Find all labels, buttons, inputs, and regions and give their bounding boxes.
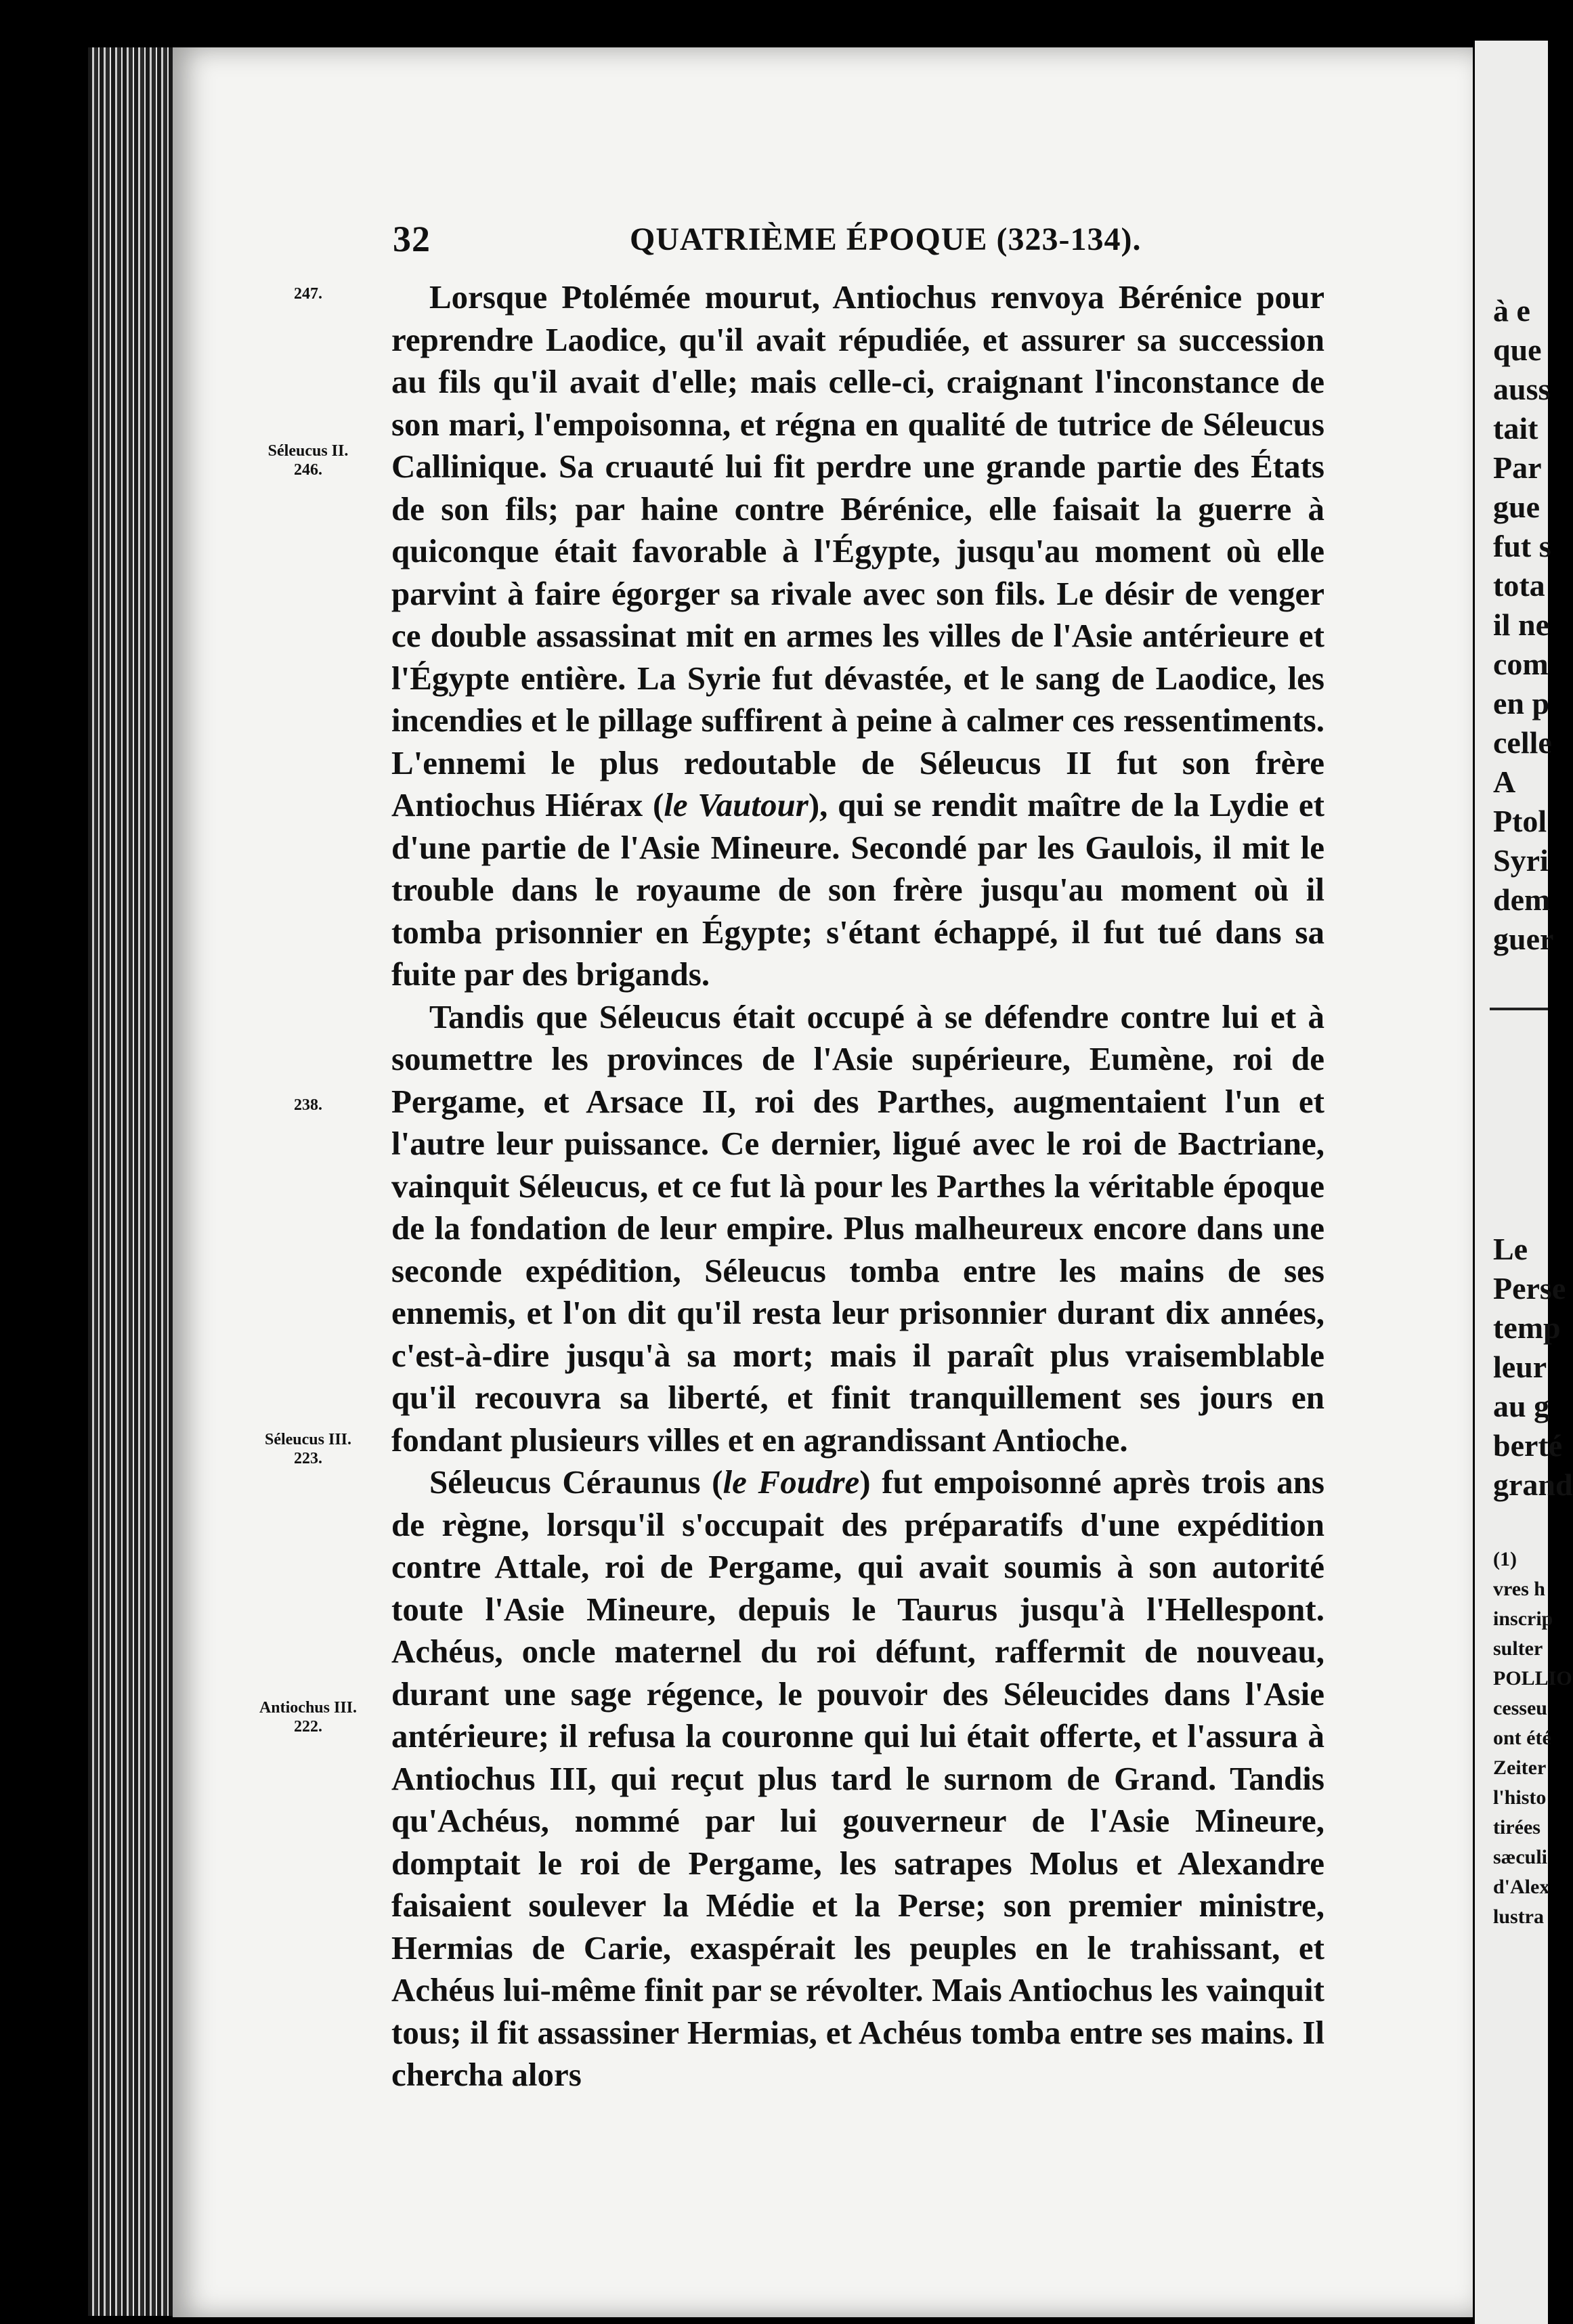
facing-page-fragment: l'histo	[1493, 1786, 1547, 1809]
paragraph-1-text-b: ), qui se rendit maître de la Lydie et d'une partie de l'Asie Mineure. Secondé par les Gaulois, il mit le trouble dans le royaume de son frère jusqu'au moment où il tomba prisonnier en Égypte; s'étant échappé, il fut tué dans sa fuite par des brigands.	[391, 786, 1324, 993]
facing-page-fragment: fut s	[1493, 529, 1551, 563]
facing-page-fragment: tota	[1493, 568, 1545, 603]
facing-page-fragment: Le	[1493, 1232, 1528, 1266]
facing-page-fragment: à e	[1493, 293, 1530, 328]
facing-page-fragment: (1)	[1493, 1548, 1517, 1570]
facing-page-fragment: sulter	[1493, 1637, 1543, 1660]
margin-note: 247.	[294, 285, 322, 303]
paragraph-2	[391, 996, 1324, 1462]
book-spine	[88, 47, 176, 2316]
facing-page-fragment: berté	[1493, 1428, 1563, 1463]
margin-note: Antiochus III.	[259, 1699, 358, 1717]
paragraph-1-italic: le Vautour	[664, 786, 809, 823]
paragraph-3-text-a: Séleucus Céraunus (	[429, 1463, 723, 1501]
facing-page-fragment: au g	[1493, 1389, 1550, 1423]
facing-page-fragment: d'Alex	[1493, 1876, 1550, 1898]
facing-page-fragment: Perse	[1493, 1271, 1566, 1306]
margin-note: 223.	[294, 1450, 322, 1467]
facing-page-fragment: cesseu	[1493, 1697, 1547, 1719]
paragraph-1-text-a: Lorsque Ptolémée mourut, Antiochus renvoya Bérénice pour reprendre Laodice, qu'il avait répudiée, et assurer sa succession au fils qu'il avait d'elle; mais celle-ci, craignant l'inconstance de son mari, l'empoisonna, et régna en qualité de tutrice de Séleucus Callinique. Sa cruauté lui fit perdre une grande partie des États de son fils; par haine contre Bérénice, elle faisait la guerre à quiconque était favorable à l'Égypte, jusqu'au moment où elle parvint à faire égorger sa rivale avec son fils. Le désir de venger ce double assassinat mit en armes les villes de l'Asie antérieure et l'Égypte entière. La Syrie fut dévastée, et le sang de Laodice, les incendies et le pillage suffirent à peine à calmer ces ressentiments. L'ennemi le plus redoutable de Séleucus II fut son frère Antiochus Hiérax (	[391, 278, 1324, 823]
facing-page-fragment: que	[1493, 332, 1542, 367]
paragraph-1	[391, 276, 1324, 996]
facing-page-fragment: vres h	[1493, 1578, 1545, 1600]
facing-page-fragment: tait	[1493, 411, 1538, 446]
facing-page-fragment: temp	[1493, 1310, 1561, 1345]
page-number: 32	[393, 219, 431, 259]
facing-page-fragment: Par	[1493, 450, 1542, 485]
facing-page-fragment: Ptol	[1493, 804, 1547, 838]
facing-page-fragment: gue	[1493, 490, 1540, 524]
facing-page-fragment: lustra	[1493, 1906, 1544, 1928]
facing-page-fragment: POLLIO	[1493, 1667, 1572, 1690]
facing-page-fragment: inscrip	[1493, 1608, 1553, 1630]
facing-page-fragment: dem	[1493, 882, 1551, 917]
paragraph-3-italic: le Foudre	[723, 1463, 860, 1501]
facing-page-fragment: guer	[1493, 922, 1554, 956]
facing-page-fragment: leur	[1493, 1350, 1547, 1384]
margin-note: 238.	[294, 1096, 322, 1114]
main-text	[391, 276, 1324, 2096]
facing-page-fragment: A	[1493, 765, 1516, 799]
facing-page-fragment: com	[1493, 647, 1549, 681]
facing-page-fragment: en p	[1493, 686, 1550, 720]
margin-note: 246.	[294, 461, 322, 479]
facing-page-rule	[1490, 1008, 1548, 1010]
margin-note: Séleucus III.	[264, 1431, 352, 1448]
facing-page-fragment: ont été	[1493, 1727, 1551, 1749]
facing-page-fragment: sæculi	[1493, 1846, 1548, 1868]
facing-page-fragment: auss	[1493, 372, 1551, 406]
margin-note: 222.	[294, 1718, 322, 1736]
facing-page-fragment: celle	[1493, 725, 1552, 760]
facing-page-fragment: il ne	[1493, 607, 1550, 642]
facing-page-fragment: Syri	[1493, 843, 1549, 878]
paragraph-3-text-b: ) fut empoisonné après trois ans de règne, lorsqu'il s'occupait des préparatifs d'une expédition contre Attale, roi de Pergame, qui avait soumis à son autorité toute l'Asie Mineure, depuis le Taurus jusqu'à l'Hellespont. Achéus, oncle maternel du roi défunt, raffermit de nouveau, durant une sage régence, le pouvoir des Séleucides dans l'Asie antérieure; il refusa la couronne qui lui était offerte, et l'assura à Antiochus III, qui reçut plus tard le surnom de Grand. Tandis qu'Achéus, nommé par lui gouverneur de l'Asie Mineure, domptait le roi de Pergame, les satrapes Molus et Alexandre faisaient soulever la Médie et la Perse; son premier ministre, Hermias de Carie, exaspérait les peuples en le trahissant, et Achéus lui-même finit par se révolter. Mais Antiochus les vainquit tous; il fit assassiner Hermias, et Achéus tomba entre ses mains. Il chercha alors	[391, 1463, 1324, 2093]
paragraph-2-text: Tandis que Séleucus était occupé à se défendre contre lui et à soumettre les provinces de l'Asie supérieure, Eumène, roi de Pergame, et Arsace II, roi des Parthes, augmentaient l'un et l'autre leur puissance. Ce dernier, ligué avec le roi de Bactriane, vainquit Séleucus, et ce fut là pour les Parthes la véritable époque de la fondation de leur empire. Plus malheureux encore dans une seconde expédition, Séleucus tomba entre les mains de ses ennemis, et l'on dit qu'il resta leur prisonnier durant dix années, c'est-à-dire jusqu'à sa mort; mais il paraît plus vraisemblable qu'il recouvra sa liberté, et finit tranquillement ses jours en fondant plusieurs villes et en agrandissant Antioche.	[391, 997, 1324, 1459]
running-title: QUATRIÈME ÉPOQUE (323-134).	[630, 221, 1142, 257]
paragraph-3	[391, 1461, 1324, 2096]
facing-page-fragment: Zeiter	[1493, 1757, 1547, 1779]
facing-page-fragment: tirées	[1493, 1816, 1540, 1838]
facing-page-fragment: grand	[1493, 1467, 1573, 1502]
margin-note: Séleucus II.	[267, 442, 349, 460]
